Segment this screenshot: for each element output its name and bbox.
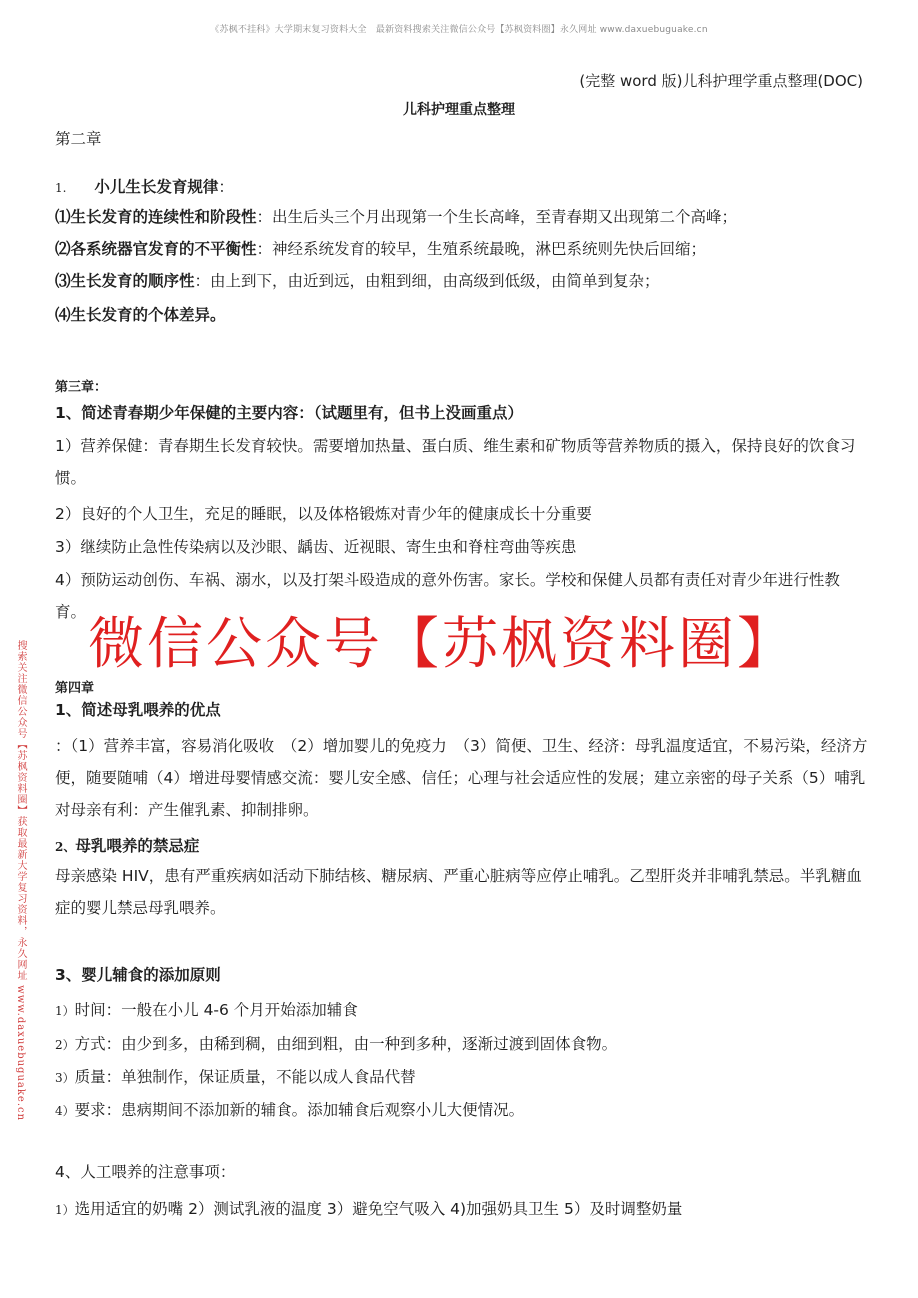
- ch2-q1-colon: ：: [218, 178, 234, 196]
- ch2-point-3: [55, 271, 660, 291]
- ch4-q3-item-4-number: 4）: [55, 1104, 75, 1118]
- ch4-q4-number: 1）: [55, 1203, 75, 1217]
- ch4-question-3: 3、婴儿辅食的添加原则: [55, 966, 221, 984]
- chapter-4-heading: 第四章: [55, 681, 95, 696]
- ch4-question-1: 1、简述母乳喂养的优点: [55, 701, 221, 719]
- ch3-question-1: 1、简述青春期少年保健的主要内容：（试题里有，但书上没画重点）: [55, 404, 524, 422]
- ch3-item-1: 1）营养保健：青春期生长发育较快。需要增加热量、蛋白质、维生素和矿物质等营养物质的摄入，保持良好的饮食习惯。: [55, 437, 856, 487]
- ch2-point-1-text: ：出生后头三个月出现第一个生长高峰，至青春期又出现第二个高峰；: [256, 208, 738, 226]
- ch4-q3-item-1-text: 时间：一般在小儿 4-6 个月开始添加辅食: [74, 1001, 358, 1019]
- ch4-question-2: [55, 836, 199, 857]
- ch4-q3-item-3-number: 3）: [55, 1071, 75, 1085]
- ch2-point-3-label: ⑶生长发育的顺序性: [55, 272, 195, 290]
- ch4-q3-item-2-text: 方式：由少到多，由稀到稠，由细到粗，由一种到多种，逐渐过渡到固体食物。: [74, 1035, 618, 1053]
- ch4-q2-title: 母乳喂养的禁忌症: [75, 837, 200, 855]
- ch2-question-1: [55, 177, 234, 198]
- ch4-q3-item-1-number: 1）: [55, 1004, 75, 1018]
- ch2-point-1: [55, 207, 737, 227]
- ch3-item-2: 2）良好的个人卫生，充足的睡眠，以及体格锻炼对青少年的健康成长十分重要: [55, 505, 592, 523]
- ch4-question-2-body: 母亲感染 HIV，患有严重疾病如活动下肺结核、糖尿病、严重心脏病等应停止哺乳。乙型肝炎并非哺乳禁忌。半乳糖血症的婴儿禁忌母乳喂养。: [55, 867, 862, 917]
- ch2-q1-number: 1.: [55, 181, 67, 195]
- ch4-q3-item-2: [55, 1034, 617, 1055]
- ch2-point-2-label: ⑵各系统器官发育的不平衡性: [55, 240, 257, 258]
- ch4-q3-item-3: [55, 1067, 416, 1088]
- ch3-item-4: 4）预防运动创伤、车祸、溺水，以及打架斗殴造成的意外伤害。家长。学校和保健人员都有责任对青少年进行性教育。: [55, 571, 840, 621]
- ch4-q4-body: [55, 1199, 682, 1220]
- ch4-question-1-body: ：（1）营养丰富，容易消化吸收 （2）增加婴儿的免疫力 （3）简便、卫生、经济：母乳温度适宜，不易污染，经济方便，随要随哺（4）增进母婴情感交流：婴儿安全感、信任；心理与社会适应性的发展；建立亲密的母子关系（5）哺乳对母亲有利：产生催乳素、抑制排卵。: [55, 737, 868, 819]
- ch4-q3-item-4: [55, 1100, 524, 1121]
- ch3-item-3: 3）继续防止急性传染病以及沙眼、龋齿、近视眼、寄生虫和脊柱弯曲等疾患: [55, 538, 577, 556]
- ch4-q3-item-2-number: 2）: [55, 1038, 75, 1052]
- ch4-q2-number: 2、: [55, 840, 76, 854]
- ch2-q1-title: 小儿生长发育规律: [94, 178, 219, 196]
- ch2-point-3-text: ：由上到下，由近到远，由粗到细，由高级到低级，由简单到复杂；: [194, 272, 660, 290]
- ch2-point-1-label: ⑴生长发育的连续性和阶段性: [55, 208, 257, 226]
- ch2-point-2-text: ：神经系统发育的较早，生殖系统最晚，淋巴系统则先快后回缩；: [256, 240, 707, 258]
- header-source-line: 《苏枫不挂科》大学期末复习资料大全 最新资料搜索关注微信公众号【苏枫资料圈】永久网址 www.daxuebuguake.cn: [210, 25, 708, 35]
- document-file-title: (完整 word 版)儿科护理学重点整理(DOC): [579, 72, 863, 90]
- side-watermark-note: 搜索关注微信公众号【苏枫资料圈】获取最新大学复习资料，永久网址 www.daxuebuguake.cn: [15, 640, 26, 1122]
- ch4-q3-item-1: [55, 1000, 358, 1021]
- page-title: 儿科护理重点整理: [403, 102, 515, 118]
- ch4-q3-item-3-text: 质量：单独制作，保证质量，不能以成人食品代替: [74, 1068, 416, 1086]
- watermark-banner: 微信公众号【苏枫资料圈】: [88, 612, 796, 677]
- chapter-3-heading: 第三章：: [55, 380, 108, 395]
- ch4-q3-item-4-text: 要求：患病期间不添加新的辅食。添加辅食后观察小儿大便情况。: [74, 1101, 525, 1119]
- chapter-2-heading: 第二章: [55, 130, 102, 148]
- ch4-question-4: 4、人工喂养的注意事项：: [55, 1163, 236, 1181]
- ch2-point-4: ⑷生长发育的个体差异。: [55, 306, 226, 324]
- ch4-q4-text: 选用适宜的奶嘴 2）测试乳液的温度 3）避免空气吸入 4)加强奶具卫生 5）及时调整奶量: [74, 1200, 683, 1218]
- ch2-point-2: [55, 239, 706, 259]
